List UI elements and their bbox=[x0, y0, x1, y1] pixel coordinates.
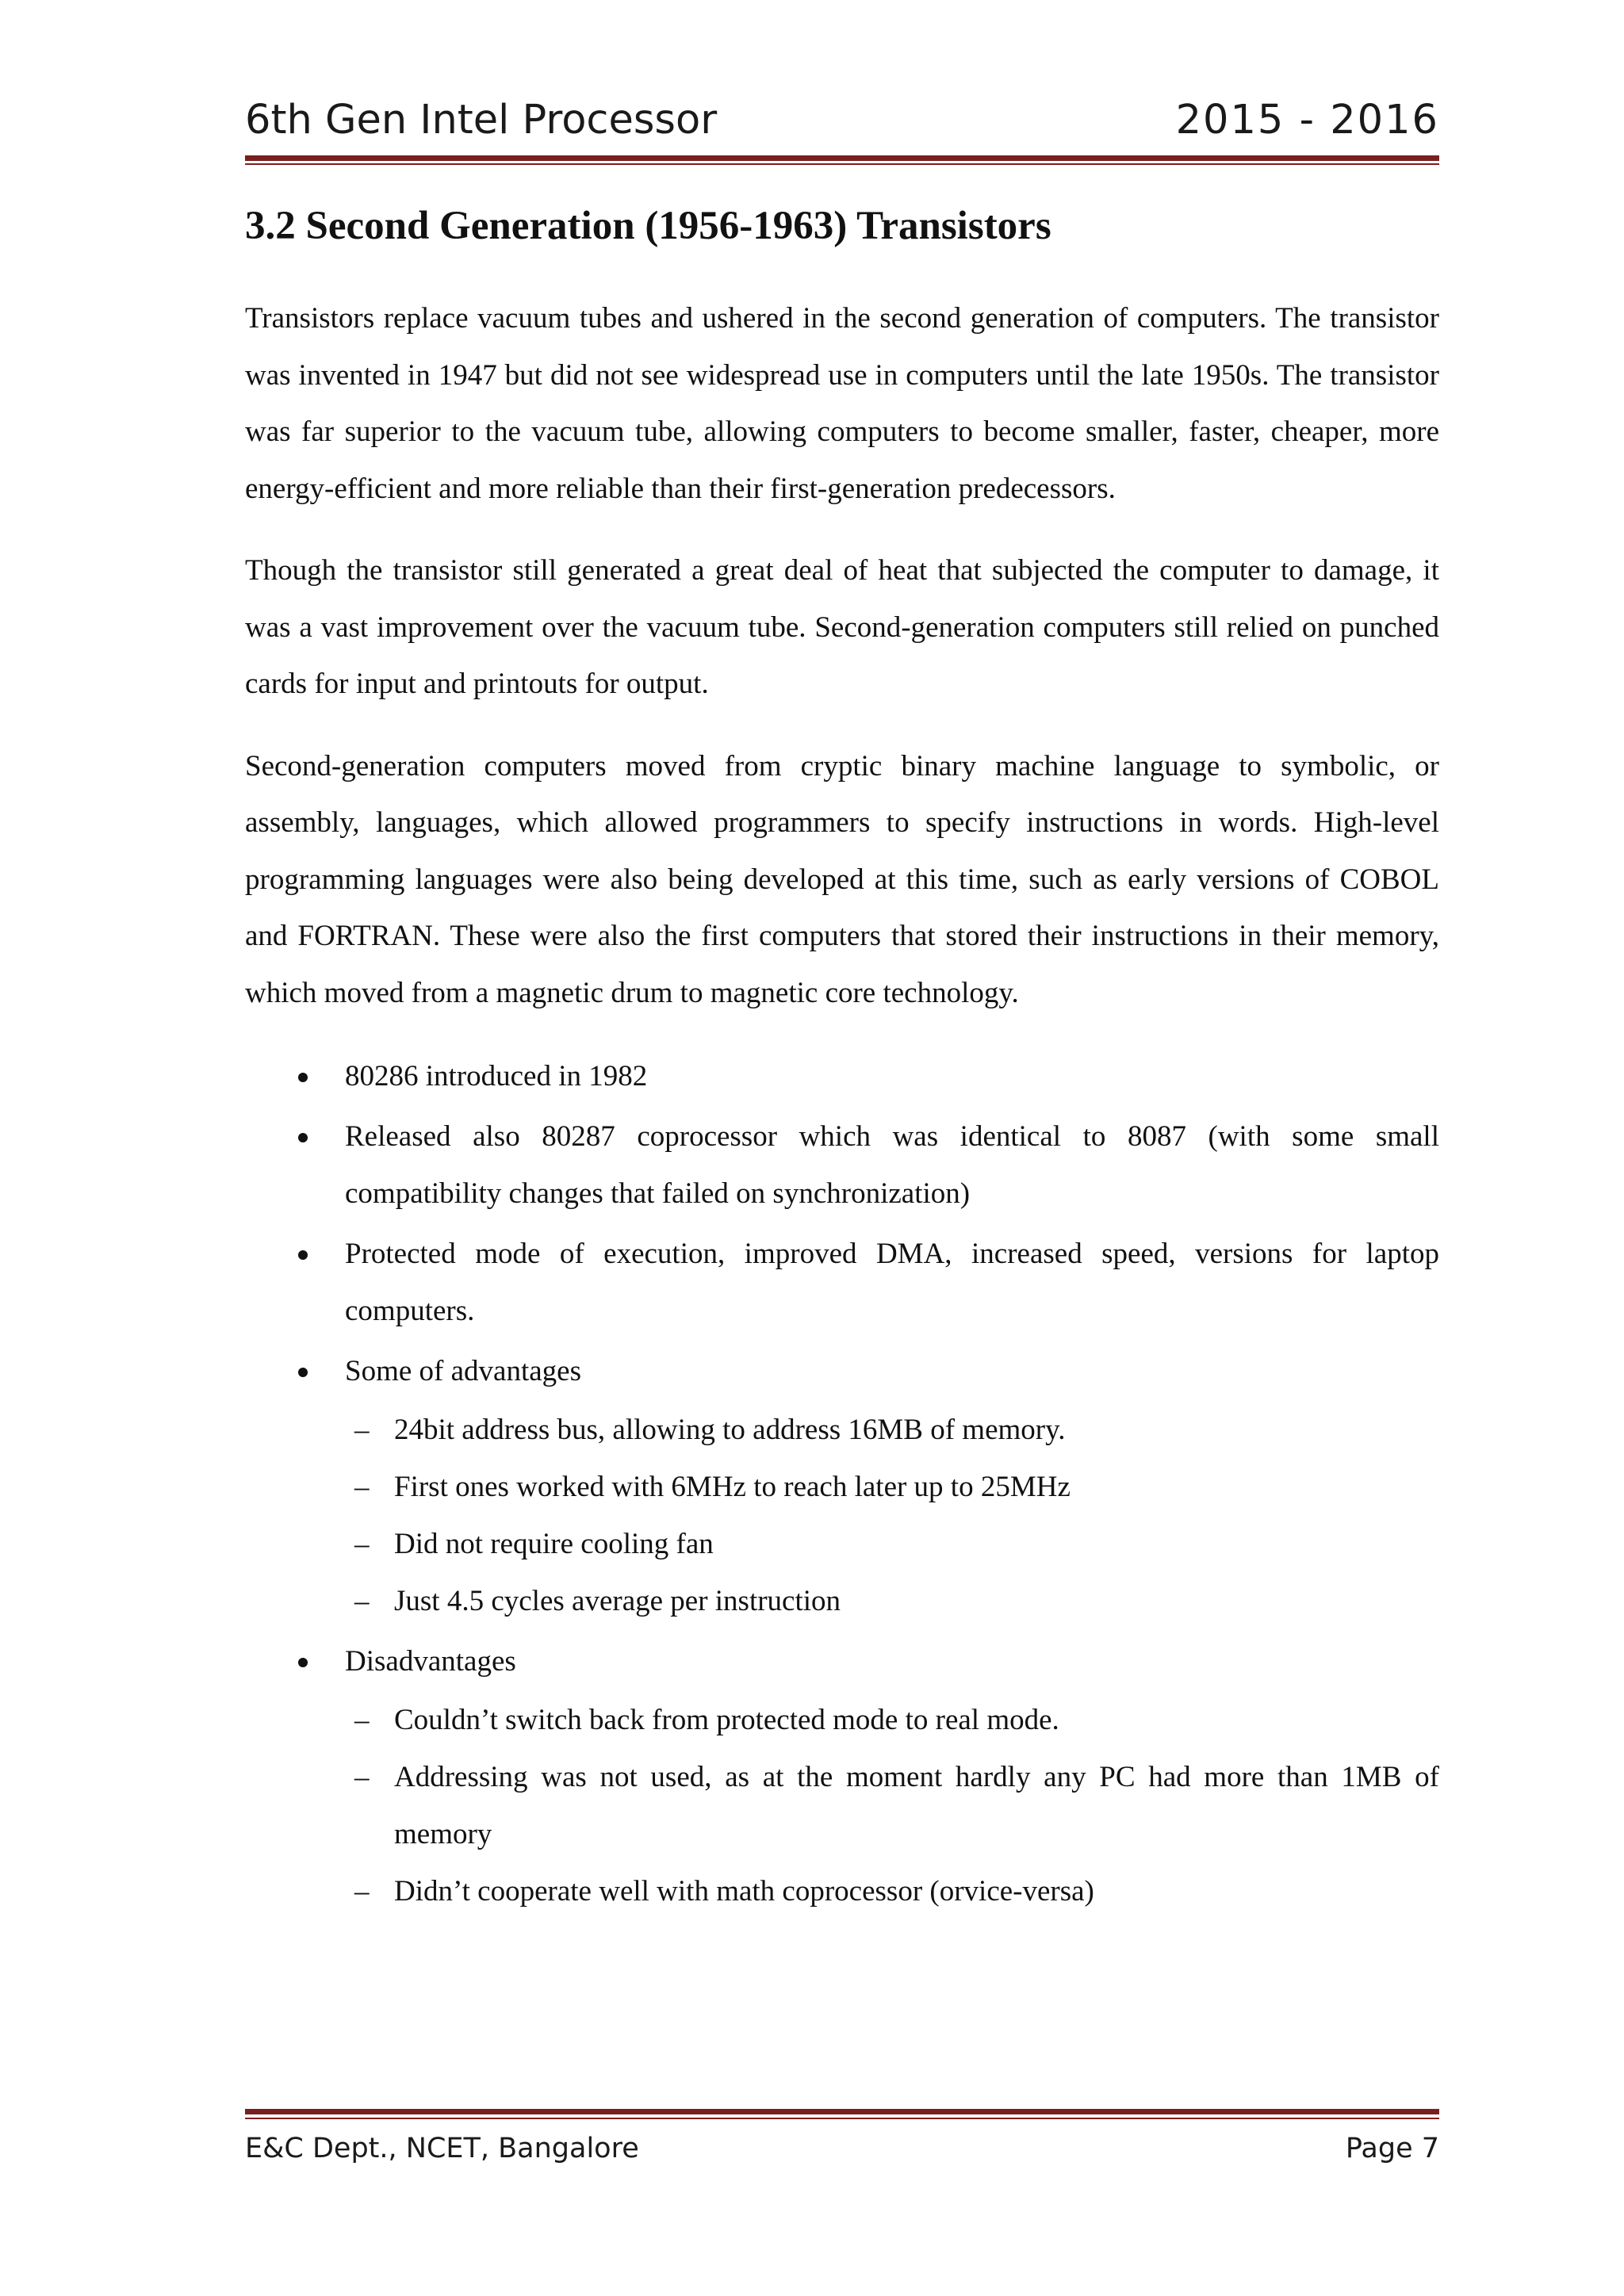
bullet-list bbox=[245, 1048, 1439, 1920]
bullet-item bbox=[245, 1108, 1439, 1223]
header-rule-thick bbox=[245, 155, 1439, 161]
bullet-icon bbox=[298, 1133, 308, 1142]
dash-icon: – bbox=[354, 1528, 370, 1560]
bullet-item bbox=[245, 1343, 1439, 1630]
sub-text: Just 4.5 cycles average per instruction bbox=[394, 1585, 841, 1617]
page-header bbox=[245, 94, 1439, 149]
bullet-text: Some of advantages bbox=[345, 1355, 581, 1387]
sub-text: First ones worked with 6MHz to reach later up to 25MHz bbox=[394, 1471, 1071, 1503]
sub-list bbox=[345, 1692, 1439, 1920]
dash-icon: – bbox=[354, 1414, 370, 1446]
bullet-text: Released also 80287 coprocessor which was identical to 8087 (with some small compatibility changes that failed on synchronization) bbox=[345, 1120, 1439, 1210]
paragraph: Though the transistor still generated a great deal of heat that subjected the computer to damage, it was a vast improvement over the vacuum tube. Second-generation computers still relied on punched cards for input and printouts for output. bbox=[245, 554, 1439, 700]
bullet-icon bbox=[298, 1073, 308, 1082]
bullet-icon bbox=[298, 1658, 308, 1667]
dash-icon: – bbox=[354, 1471, 370, 1503]
bullet-item bbox=[245, 1633, 1439, 1920]
section-title: 3.2 Second Generation (1956-1963) Transistors bbox=[245, 204, 1051, 248]
dash-icon: – bbox=[354, 1585, 370, 1617]
page-number: Page 7 bbox=[1345, 2133, 1439, 2164]
header-rule-thin bbox=[245, 163, 1439, 165]
bullet-item bbox=[245, 1048, 1439, 1105]
footer-rule-thick bbox=[245, 2109, 1439, 2114]
dash-icon: – bbox=[354, 1875, 370, 1908]
sub-item bbox=[345, 1516, 1439, 1573]
paragraph: Transistors replace vacuum tubes and ushered in the second generation of computers. The transistor was invented in 1947 but did not see widespread use in computers until the late 1950s. The transistor was far superior to the vacuum tube, allowing computers to become smaller, faster, cheaper, more energy-efficient and more reliable than their first-generation predecessors. bbox=[245, 302, 1439, 505]
bullet-text: Protected mode of execution, improved DMA, increased speed, versions for laptop computers. bbox=[345, 1238, 1439, 1327]
page-footer bbox=[245, 2133, 1439, 2180]
sub-text: Couldn’t switch back from protected mode to real mode. bbox=[394, 1704, 1059, 1736]
sub-text: 24bit address bus, allowing to address 16MB of memory. bbox=[394, 1414, 1066, 1446]
sub-item bbox=[345, 1402, 1439, 1459]
bullet-text: 80286 introduced in 1982 bbox=[345, 1060, 648, 1093]
sub-list bbox=[345, 1402, 1439, 1630]
sub-item bbox=[345, 1692, 1439, 1749]
bullet-icon bbox=[298, 1368, 308, 1377]
sub-text: Addressing was not used, as at the moment hardly any PC had more than 1MB of memory bbox=[394, 1761, 1439, 1850]
paragraph: Second-generation computers moved from cryptic binary machine language to symbolic, or assembly, languages, which allowed programmers to specify instructions in words. High-level programming languages were also being developed at this time, such as early versions of COBOL and FORTRAN. These were also the first computers that stored their instructions in their memory, which moved from a magnetic drum to magnetic core technology. bbox=[245, 749, 1439, 1009]
bullet-icon bbox=[298, 1250, 308, 1260]
sub-item bbox=[345, 1749, 1439, 1863]
footer-department: E&C Dept., NCET, Bangalore bbox=[245, 2133, 639, 2164]
dash-icon: – bbox=[354, 1761, 370, 1793]
footer-rule-thin bbox=[245, 2118, 1439, 2119]
page-body bbox=[245, 198, 1439, 1920]
header-year: 2015 - 2016 bbox=[1175, 97, 1439, 144]
bullet-text: Disadvantages bbox=[345, 1645, 516, 1678]
dash-icon: – bbox=[354, 1704, 370, 1736]
sub-item bbox=[345, 1459, 1439, 1516]
sub-text: Did not require cooling fan bbox=[394, 1528, 714, 1560]
sub-item bbox=[345, 1573, 1439, 1630]
sub-text: Didn’t cooperate well with math coprocessor (orvice-versa) bbox=[394, 1875, 1094, 1908]
sub-item bbox=[345, 1863, 1439, 1920]
header-title: 6th Gen Intel Processor bbox=[245, 97, 718, 144]
bullet-item bbox=[245, 1226, 1439, 1340]
